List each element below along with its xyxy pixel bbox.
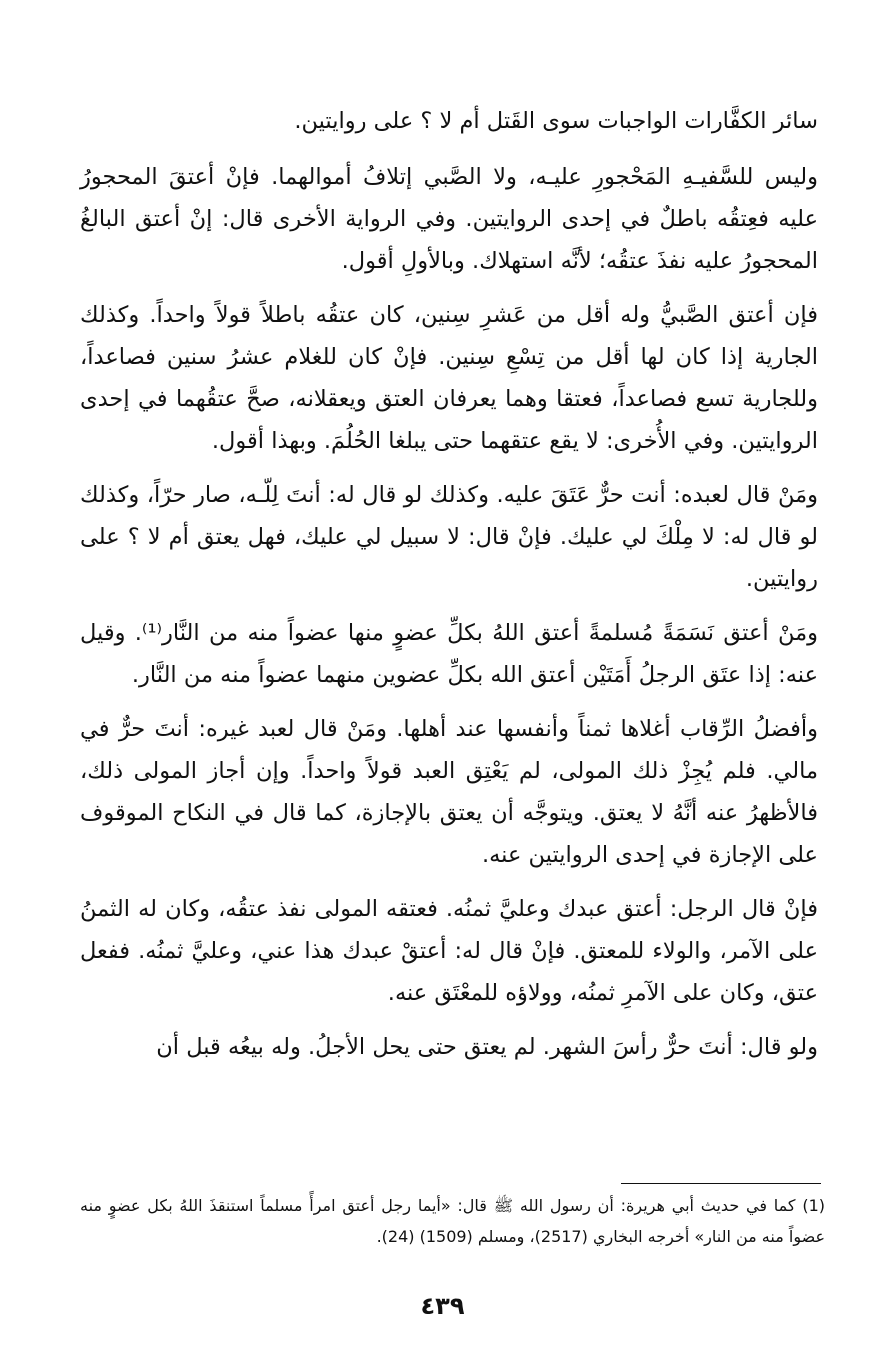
paragraph-7: فإنْ قال الرجل: أعتق عبدك وعليَّ ثمنُه. فعتقه المولى نفذ عتقُه، وكان له الثمنُ على الآمر، والولاء للمعتق. فإنْ قال له: أعتقْ عبدك هذا عني، وعليَّ ثمنُه. ففعل عتق، وكان على الآمرِ ثمنُه، وولاؤه للمعْتَق عنه. [80,896,818,1006]
paragraph-2: وليس للسَّفيـهِ المَحْجورِ عليـه، ولا الصَّبي إتلافُ أموالهما. فإنْ أعتقَ المحجورُ عليه فعِتقُه باطلٌ في إحدى الروايتين. وفي الرواية الأخرى قال: إنْ أعتق البالغُ المحجورُ عليه نفذَ عتقُه؛ لأنَّه استهلاك. وبالأولِ أقول. [80,164,818,274]
footnote: (1) كما في حديث أبي هريرة: أن رسول الله ﷺ قال: «أيما رجل أعتق امرأً مسلماً استنقذَ اللهُ بكل عضوٍ منه عضواً منه من النار» أخرجه البخاري (2517)، ومسلم (1509) (24). [80,1196,825,1246]
footnote-separator [621,1183,821,1184]
paragraph-1: سائر الكفَّارات الواجبات سوى القَتل أم لا ؟ على روايتين. [294,108,818,134]
paragraph-8: ولو قال: أنتَ حرٌّ رأسَ الشهر. لم يعتق حتى يحل الأجلُ. وله بيعُه قبل أن [156,1034,818,1060]
page-body [80,100,818,1080]
paragraph-6: وأفضلُ الرِّقاب أغلاها ثمناً وأنفسها عند أهلها. ومَنْ قال لعبد غيره: أنتَ حرٌّ في مالي. فلم يُجِزْ ذلك المولى، لم يَعْتِق العبد قولاً واحداً. وإن أجاز المولى ذلك، فالأظهرُ عنه أنَّهُ لا يعتق. ويتوجَّه أن يعتق بالإجازة، كما قال في النكاح الموقوف على الإجازة في إحدى الروايتين عنه. [80,716,818,868]
paragraph-3: فإن أعتق الصَّبيُّ وله أقل من عَشرِ سِنين، كان عتقُه باطلاً قولاً واحداً. وكذلك الجارية إذا كان لها أقل من تِسْعِ سِنين. فإنْ كان للغلام عشرُ سنين فصاعداً، وللجارية تسع فصاعداً، فعتقا وهما يعرفان العتق ويعقلانه، صحَّ عتقُهما في إحدى الروايتين. وفي الأُخرى: لا يقع عتقهما حتى يبلغا الحُلُمَ. وبهذا أقول. [80,302,818,454]
page-number: ٤٣٩ [420,1292,465,1320]
paragraph-5: ومَنْ أعتق نَسَمَةً مُسلمةً أعتق اللهُ بكلِّ عضوٍ منها عضواً منه من النَّار⁽¹⁾. وقيل عنه: إذا عتَق الرجلُ أَمَتَيْن أعتق الله بكلِّ عضوين منهما عضواً منه من النَّار. [80,620,818,688]
paragraph-4: ومَنْ قال لعبده: أنت حرٌّ عَتَقَ عليه. وكذلك لو قال له: أنتَ لِلّـه، صار حرّاً، وكذلك لو قال له: لا مِلْكَ لي عليك. فإنْ قال: لا سبيل لي عليك، فهل يعتق أم لا ؟ على روايتين. [80,482,818,592]
